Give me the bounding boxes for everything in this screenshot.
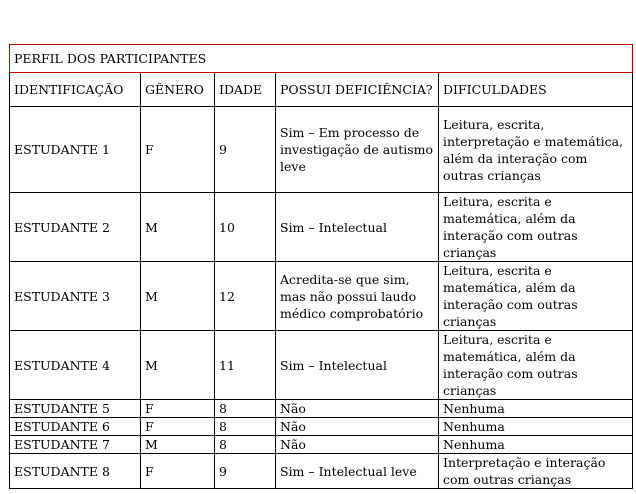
cell-age: 8 — [215, 418, 276, 436]
cell-difficulties: Nenhuma — [439, 436, 633, 454]
participants-profile-table — [9, 44, 633, 489]
cell-id: ESTUDANTE 6 — [10, 418, 141, 436]
cell-disability: Não — [276, 418, 439, 436]
cell-age: 8 — [215, 436, 276, 454]
table-row — [10, 454, 633, 489]
header-disability: POSSUI DEFICIÊNCIA? — [276, 73, 439, 107]
cell-gender: M — [141, 436, 215, 454]
cell-disability: Sim – Intelectual — [276, 331, 439, 400]
cell-id: ESTUDANTE 4 — [10, 331, 141, 400]
cell-id: ESTUDANTE 7 — [10, 436, 141, 454]
cell-gender: F — [141, 107, 215, 193]
cell-age: 11 — [215, 331, 276, 400]
table-title: PERFIL DOS PARTICIPANTES — [10, 45, 633, 73]
table-row — [10, 193, 633, 262]
cell-gender: M — [141, 193, 215, 262]
cell-gender: M — [141, 262, 215, 331]
cell-difficulties: Leitura, escrita e matemática, além da interação com outras crianças — [439, 262, 633, 331]
cell-age: 9 — [215, 107, 276, 193]
cell-disability: Sim – Em processo de investigação de autismo leve — [276, 107, 439, 193]
cell-id: ESTUDANTE 5 — [10, 400, 141, 418]
cell-gender: F — [141, 400, 215, 418]
cell-id: ESTUDANTE 1 — [10, 107, 141, 193]
cell-gender: M — [141, 331, 215, 400]
cell-difficulties: Interpretação e interação com outras crianças — [439, 454, 633, 489]
table-row — [10, 331, 633, 400]
table-row — [10, 107, 633, 193]
header-identification: IDENTIFICAÇÃO — [10, 73, 141, 107]
cell-gender: F — [141, 454, 215, 489]
cell-gender: F — [141, 418, 215, 436]
table-row — [10, 400, 633, 418]
table-row — [10, 262, 633, 331]
header-difficulties: DIFICULDADES — [439, 73, 633, 107]
cell-difficulties: Leitura, escrita e matemática, além da interação com outras crianças — [439, 193, 633, 262]
header-gender: GÊNERO — [141, 73, 215, 107]
cell-disability: Não — [276, 436, 439, 454]
cell-difficulties: Nenhuma — [439, 400, 633, 418]
cell-difficulties: Leitura, escrita e matemática, além da interação com outras crianças — [439, 331, 633, 400]
header-age: IDADE — [215, 73, 276, 107]
table-row — [10, 436, 633, 454]
cell-disability: Sim – Intelectual leve — [276, 454, 439, 489]
cell-age: 9 — [215, 454, 276, 489]
cell-age: 10 — [215, 193, 276, 262]
header-row — [10, 73, 633, 107]
cell-age: 12 — [215, 262, 276, 331]
table-row — [10, 418, 633, 436]
cell-id: ESTUDANTE 3 — [10, 262, 141, 331]
cell-disability: Não — [276, 400, 439, 418]
cell-age: 8 — [215, 400, 276, 418]
title-row — [10, 45, 633, 73]
cell-disability: Sim – Intelectual — [276, 193, 439, 262]
cell-difficulties: Nenhuma — [439, 418, 633, 436]
cell-id: ESTUDANTE 8 — [10, 454, 141, 489]
cell-id: ESTUDANTE 2 — [10, 193, 141, 262]
cell-difficulties: Leitura, escrita, interpretação e matemática, além da interação com outras crianças — [439, 107, 633, 193]
cell-disability: Acredita-se que sim, mas não possui laudo médico comprobatório — [276, 262, 439, 331]
